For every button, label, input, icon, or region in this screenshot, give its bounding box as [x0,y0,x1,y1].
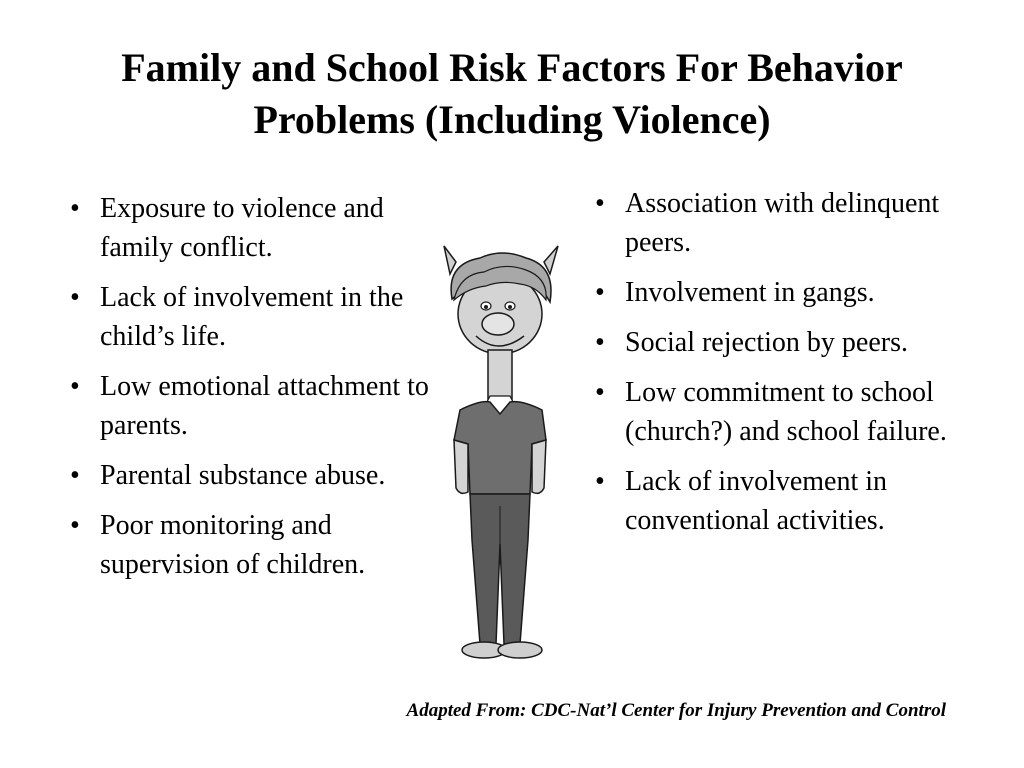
list-item-text: Low emotional attachment to parents. [100,371,429,441]
list-item [60,278,430,356]
bullet-icon: • [595,188,605,219]
slide-title [40,42,984,146]
list-item [585,323,965,362]
list-item [585,273,965,312]
list-item [60,456,430,495]
slide-title-line-1: Family and School Risk Factors For Behavior [121,45,903,90]
list-item [60,506,430,584]
list-item-text: Association with delinquent peers. [625,188,940,258]
list-item-text: Low commitment to school (church?) and school failure. [625,377,947,447]
list-item-text: Parental substance abuse. [100,460,386,491]
bullet-icon: • [70,460,80,491]
list-item [585,462,965,540]
list-item-text: Lack of involvement in the child’s life. [100,282,404,352]
bullet-icon: • [70,193,80,224]
list-item [60,367,430,445]
bullet-icon: • [595,327,605,358]
list-item-text: Exposure to violence and family conflict. [100,193,384,263]
list-item [585,184,965,262]
right-shoe-shape [498,642,542,658]
list-item-text: Lack of involvement in conventional activities. [625,466,888,536]
list-item-text: Poor monitoring and supervision of children. [100,510,366,580]
bullet-icon: • [70,282,80,313]
bullet-icon: • [70,510,80,541]
bullet-icon: • [595,377,605,408]
list-item [60,189,430,267]
cartoon-boy-illustration [440,244,562,664]
nose-shape [482,313,514,335]
bullet-icon: • [70,371,80,402]
right-horn-icon [544,246,558,274]
source-citation: Adapted From: CDC-Nat’l Center for Injury Prevention and Control [406,700,946,721]
list-item-text: Social rejection by peers. [625,327,909,358]
slide-title-line-2: Problems (Including Violence) [253,97,771,142]
school-peer-risk-factors-list [585,184,965,551]
bullet-icon: • [595,466,605,497]
list-item-text: Involvement in gangs. [625,277,875,308]
family-risk-factors-list [60,189,430,595]
list-item [585,373,965,451]
bullet-icon: • [595,277,605,308]
left-horn-icon [444,246,456,274]
